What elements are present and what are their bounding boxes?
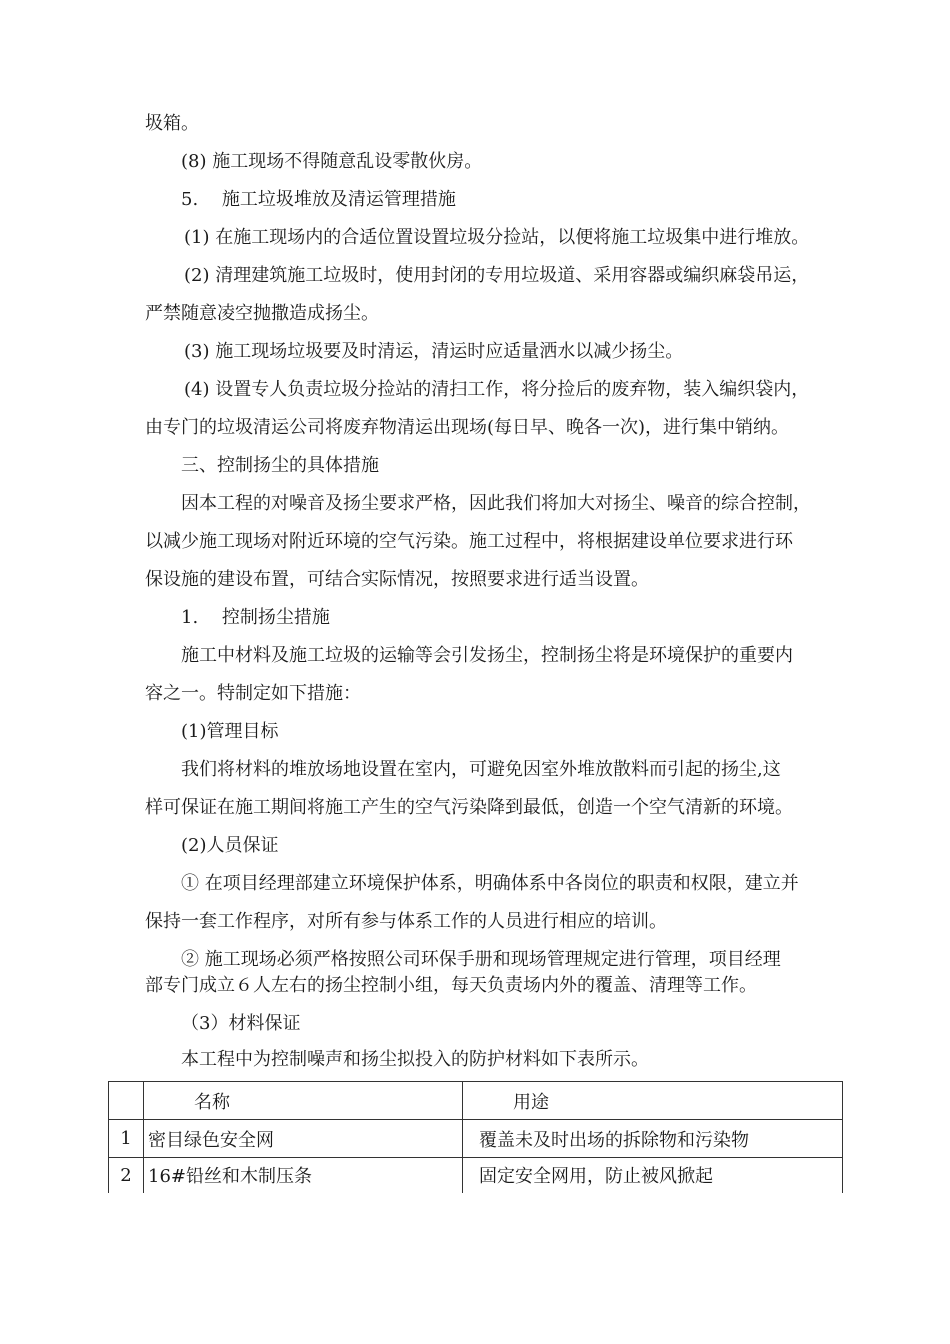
section-heading: 1. 控制扬尘措施 [181,607,330,628]
paragraph-line: ① 在项目经理部建立环境保护体系，明确体系中各岗位的职责和权限，建立并 [181,873,799,894]
subsection-heading: (2)人员保证 [181,835,279,856]
paragraph-line: 本工程中为控制噪声和扬尘拟投入的防护材料如下表所示。 [181,1049,649,1070]
table-header-row [109,1082,843,1120]
paragraph-line: (1) 在施工现场内的合适位置设置垃圾分捡站，以便将施工垃圾集中进行堆放。 [184,227,810,248]
paragraph-line: 圾箱。 [145,113,199,134]
paragraph-line: (4) 设置专人负责垃圾分捡站的清扫工作，将分捡后的废弃物，装入编织袋内， [184,379,810,400]
table-row [109,1120,843,1158]
table-cell-number: 2 [109,1158,144,1193]
table-cell-number: 1 [109,1120,144,1158]
paragraph-line: 保设施的建设布置，可结合实际情况，按照要求进行适当设置。 [145,569,649,590]
table-header-cell: 名称 [144,1082,463,1120]
paragraph-line: 保持一套工作程序，对所有参与体系工作的人员进行相应的培训。 [145,911,667,932]
table-cell-name: 密目绿色安全网 [144,1120,463,1158]
table-cell-name: 16#铅丝和木制压条 [144,1158,463,1193]
paragraph-line: 严禁随意凌空抛撒造成扬尘。 [145,303,379,324]
section-heading: 5. 施工垃圾堆放及清运管理措施 [181,189,456,210]
paragraph-line: 容之一。特制定如下措施： [145,683,361,704]
materials-table [108,1081,843,1193]
paragraph-line: (3) 施工现场垃圾要及时清运，清运时应适量洒水以减少扬尘。 [184,341,684,362]
table-cell-use: 覆盖未及时出场的拆除物和污染物 [463,1120,843,1158]
paragraph-line: 因本工程的对噪音及扬尘要求严格，因此我们将加大对扬尘、噪音的综合控制， [181,493,811,514]
paragraph-line: 我们将材料的堆放场地设置在室内，可避免因室外堆放散料而引起的扬尘,这 [181,759,781,780]
table-row [109,1158,843,1193]
paragraph-line: (8) 施工现场不得随意乱设零散伙房。 [181,151,483,172]
paragraph-line: 以减少施工现场对附近环境的空气污染。施工过程中，将根据建设单位要求进行环 [145,531,793,552]
paragraph-line: ② 施工现场必须严格按照公司环保手册和现场管理规定进行管理，项目经理 [181,949,781,970]
subsection-heading: (1)管理目标 [181,721,279,742]
paragraph-line: 由专门的垃圾清运公司将废弃物清运出现场(每日早、晚各一次)，进行集中销纳。 [145,417,790,438]
paragraph-line: (2) 清理建筑施工垃圾时，使用封闭的专用垃圾道、采用容器或编织麻袋吊运， [184,265,810,286]
paragraph-line: 样可保证在施工期间将施工产生的空气污染降到最低，创造一个空气清新的环境。 [145,797,793,818]
paragraph-line: 部专门成立６人左右的扬尘控制小组，每天负责场内外的覆盖、清理等工作。 [145,975,757,996]
subsection-heading: （3）材料保证 [181,1013,301,1034]
table-header-cell: 用途 [463,1082,843,1120]
table-cell-use: 固定安全网用，防止被风掀起 [463,1158,843,1193]
paragraph-line: 施工中材料及施工垃圾的运输等会引发扬尘，控制扬尘将是环境保护的重要内 [181,645,793,666]
table-header-cell [109,1082,144,1120]
section-heading: 三、控制扬尘的具体措施 [181,455,379,476]
